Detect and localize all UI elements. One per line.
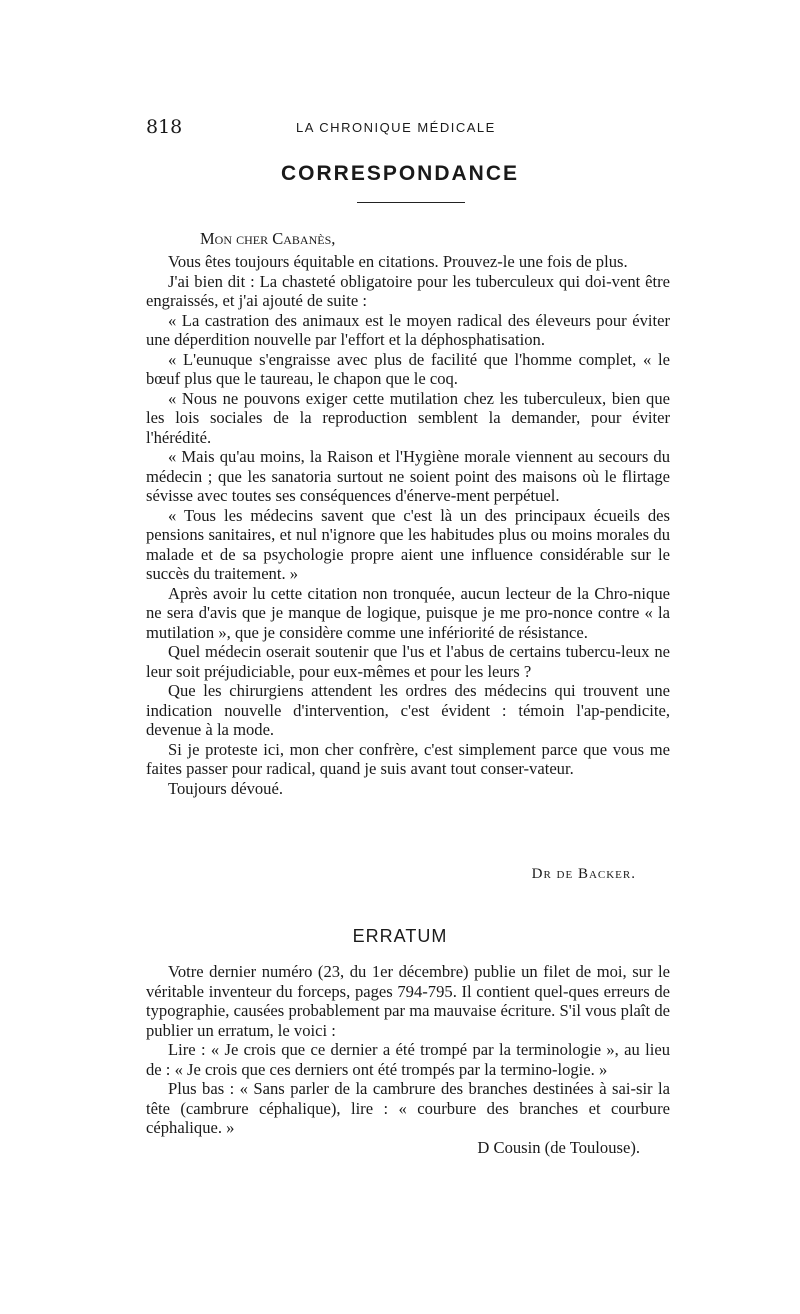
letter-paragraph: J'ai bien dit : La chasteté obligatoire pour les tuberculeux qui doi-vent être engraissés, et j'ai ajouté de suite : (146, 271, 670, 310)
letter-paragraph: Que les chirurgiens attendent les ordres des médecins qui trouvent une indication nouvelle d'intervention, c'est évident : témoin l'ap-pendicite, devenue à la mode. (146, 681, 670, 739)
letter-paragraph: « L'eunuque s'engraisse avec plus de facilité que l'homme complet, « le bœuf plus que le taureau, le chapon que le coq. (146, 349, 670, 388)
running-head (146, 116, 668, 138)
salutation: Mon cher Cabanès, (200, 229, 336, 248)
letter-body (146, 252, 670, 798)
letter-paragraph: « Mais qu'au moins, la Raison et l'Hygiène morale viennent au secours du médecin ; que les sanatoria surtout ne soient point des maisons où le flirtage sévisse avec toutes ses conséquences d'énerve-ment perpétuel. (146, 447, 670, 505)
letter-paragraph: « Nous ne pouvons exiger cette mutilation chez les tuberculeux, bien que les lois sociales de la reproduction semblent la demander, pour éviter l'hérédité. (146, 388, 670, 447)
erratum-paragraph: Plus bas : « Sans parler de la cambrure des branches destinées à sai-sir la tête (cambrure céphalique), lire : « courbure des branches et courbure céphalique. » (146, 1079, 670, 1137)
section-title-erratum: ERRATUM (352, 926, 448, 946)
running-title: LA CHRONIQUE MÉDICALE (296, 120, 496, 135)
letter-paragraph: Après avoir lu cette citation non tronquée, aucun lecteur de la Chro-nique ne sera d'avis que je manque de logique, puisque je me pro-nonce contre « la mutilation », que je considère comme une infériorité de résistance. (146, 583, 670, 642)
erratum-body (146, 962, 670, 1157)
erratum-signoff: D Cousin (de Toulouse). (477, 1137, 640, 1157)
erratum-paragraph: Lire : « Je crois que ce dernier a été trompé par la terminologie », au lieu de : « Je crois que ces derniers ont été trompés par la termino-logie. » (146, 1040, 670, 1079)
letter-paragraph: Vous êtes toujours équitable en citations. Prouvez-le une fois de plus. (168, 252, 628, 271)
letter-paragraph: Si je proteste ici, mon cher confrère, c'est simplement parce que vous me faites passer pour radical, quand je suis avant tout conser-vateur. (146, 739, 670, 778)
signature: Dr de Backer. (531, 866, 636, 882)
letter-paragraph: Quel médecin oserait soutenir que l'us et l'abus de certains tubercu-leux ne leur soit préjudiciable, pour eux-mêmes et pour les leurs ? (146, 642, 670, 681)
letter-paragraph: « La castration des animaux est le moyen radical des éleveurs pour éviter une déperdition nouvelle par l'effort et la déphosphatisation. (146, 310, 670, 349)
title-rule (357, 202, 465, 203)
letter-closing: Toujours dévoué. (168, 778, 283, 798)
page-number: 818 (146, 116, 183, 138)
section-title-correspondance: CORRESPONDANCE (280, 162, 520, 185)
erratum-paragraph: Votre dernier numéro (23, du 1er décembre) publie un filet de moi, sur le véritable inventeur du forceps, pages 794-795. Il contient quel-ques erreurs de typographie, causées probablement par ma mauvaise écriture. S'il vous plaît de publier un erratum, le voici : (146, 962, 670, 1040)
letter-paragraph: « Tous les médecins savent que c'est là un des principaux écueils des pensions sanitaires, et nul n'ignore que les habitudes plus ou moins morales du malade et de sa psychologie propre aient une influence considérable sur le succès du traitement. » (146, 505, 670, 583)
